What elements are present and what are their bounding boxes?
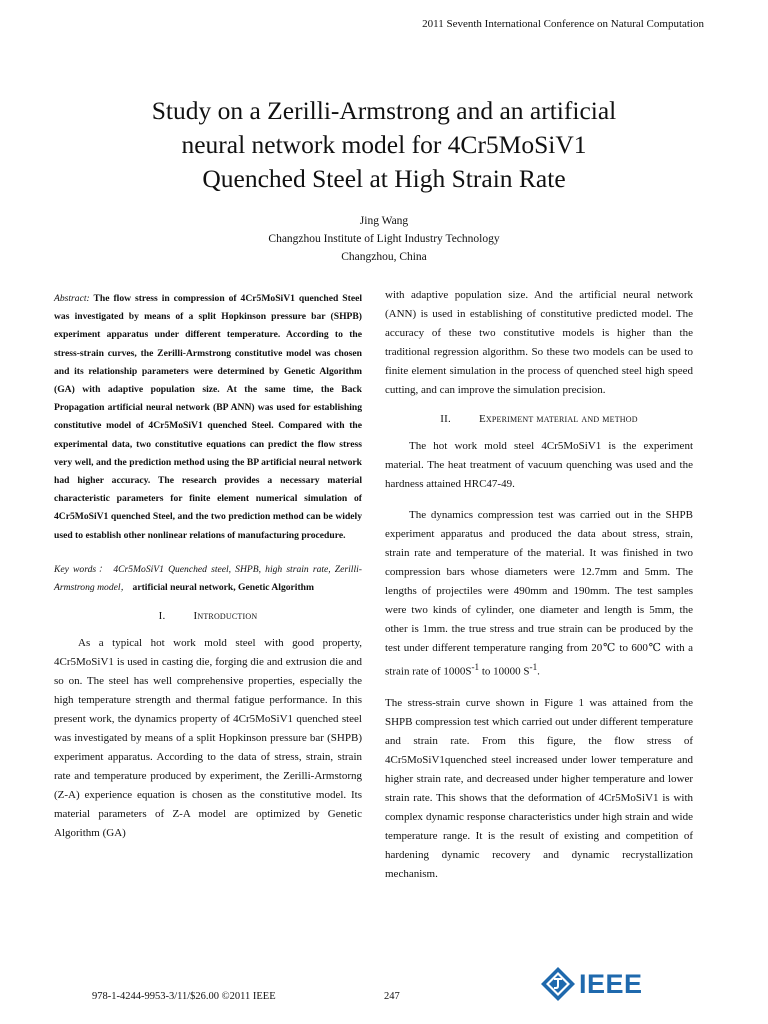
author-block	[0, 212, 768, 266]
section-number: I.	[158, 610, 166, 623]
left-column	[54, 290, 362, 843]
section-number: II.	[440, 413, 451, 425]
conference-header: 2011 Seventh International Conference on Natural Computation	[422, 18, 704, 30]
experiment-paragraph-2	[385, 506, 693, 682]
introduction-paragraph-continued: with adaptive population size. And the artificial neural network (ANN) is used in establishing of constitutive predicted model. The accuracy of these two constitutive models is higher than the traditional regression algorithm. So these two models can be used to finite element simulation in the process of quenched steel high speed cutting, and can improve the simulation precision.	[385, 289, 693, 396]
experiment-paragraph-3: The stress-strain curve shown in Figure 1 was attained from the SHPB compression test which carried out under different temperature and strain rate. From this figure, the flow stress of 4Cr5MoSiV1quenched steel increased under lower temperature and higher strain rate, and decreased under higher temperature and lower strain rate. This shows that the deformation of 4Cr5MoSiV1 is with complex dynamic response characteristics under high strain and wide temperature range. It is the result of existing and competition of hardening dynamic recovery and dynamic recrystallization mechanism.	[385, 696, 693, 880]
section-heading-experiment	[385, 410, 693, 429]
introduction-paragraph: As a typical hot work mold steel with good property, 4Cr5MoSiV1 is used in casting die, forging die and extrusion die and so on. The steel has well comprehensive properties, especially the high temperature strength and thermal fatigue performance. In this present work, the dynamics property of 4Cr5MoSiV1 quenched steel was investigated by means of a split Hopkinson pressure bar (SHPB) experiment apparatus. According to the data of stress, strain, strain rate and temperature produced by experiment, the Zerilli-Armstorng (Z-A) experience equation is chosen as the constitutive model. Its material parameters of Z-A model are optimized by Genetic Algorithm (GA)	[54, 637, 362, 840]
title-line-3: Quenched Steel at High Strain Rate	[202, 164, 566, 193]
author-affiliation: Changzhou Institute of Light Industry Technology	[268, 233, 500, 245]
ieee-diamond-icon	[540, 966, 576, 1002]
section-title: Introduction	[193, 610, 258, 623]
experiment-paragraph-2-end: .	[537, 665, 540, 678]
superscript: -1	[529, 662, 538, 672]
section-heading-introduction	[54, 607, 362, 626]
author-location: Changzhou, China	[341, 251, 427, 263]
ieee-logo	[540, 966, 643, 1002]
keywords-bold: artificial neural network, Genetic Algorithm	[132, 582, 314, 594]
copyright-footer: 978-1-4244-9953-3/11/$26.00 ©2011 IEEE	[92, 991, 276, 1002]
superscript: -1	[471, 662, 480, 672]
right-column	[385, 286, 693, 884]
paper-title	[60, 94, 708, 196]
experiment-paragraph-1: The hot work mold steel 4Cr5MoSiV1 is the experiment material. The heat treatment of vacuum quenching was used and the hardness attained HRC47-49.	[385, 440, 693, 490]
abstract-label: Abstract:	[54, 293, 90, 304]
ieee-logo-text: IEEE	[579, 968, 643, 999]
abstract	[54, 290, 362, 545]
page-number: 247	[384, 991, 400, 1002]
keywords	[54, 561, 362, 597]
title-line-2: neural network model for 4Cr5MoSiV1	[181, 130, 587, 159]
experiment-paragraph-2-text: The dynamics compression test was carried out in the SHPB experiment apparatus and produced the data about stress, strain, strain rate and temperature of the material. It was finished in two compression bars whose diameters were 12.7mm and 5mm. The lengths of projectiles were 490mm and 190mm. The test samples were two kinds of cylinder, one diameter and length is 5mm, the other is 1mm. the true stress and true strain can be produced by the test under different temperature ranging from 20℃ to 600℃ with a strain rate of 1000S	[385, 509, 693, 678]
keywords-italic: 4Cr5MoSiV1 Quenched steel, SHPB, high strain rate, Zerilli-Armstrong model，	[54, 563, 362, 594]
abstract-text: The flow stress in compression of 4Cr5MoSiV1 quenched Steel was investigated by means of a split Hopkinson pressure bar (SHPB) experiment apparatus under different temperature. According to the stress-strain curves, the Zerilli-Armstrong constitutive model was chosen and its relationship parameters were determined by Genetic Algorithm (GA) with adaptive population size. At the same time, the Back Propagation artificial neural network (BP ANN) was used for establishing constitutive model of 4Cr5MoSiV1 quenched Steel. Compared with the experimental data, two constitutive equations can predict the flow stress very well, and the prediction method using the BP artificial neural network had higher accuracy. The research provides a necessary material characteristic parameters for finite element numerical simulation of 4Cr5MoSiV1 quenched Steel, and the two prediction method can be widely used to establish other nonlinear relations of manufacturing procedure.	[54, 293, 362, 541]
title-line-1: Study on a Zerilli-Armstrong and an artificial	[151, 96, 617, 125]
author-name: Jing Wang	[359, 215, 409, 227]
experiment-paragraph-2-mid: to 10000 S	[479, 665, 530, 678]
section-title: Experiment material and method	[478, 413, 638, 425]
keywords-label: Key words：	[54, 563, 110, 575]
